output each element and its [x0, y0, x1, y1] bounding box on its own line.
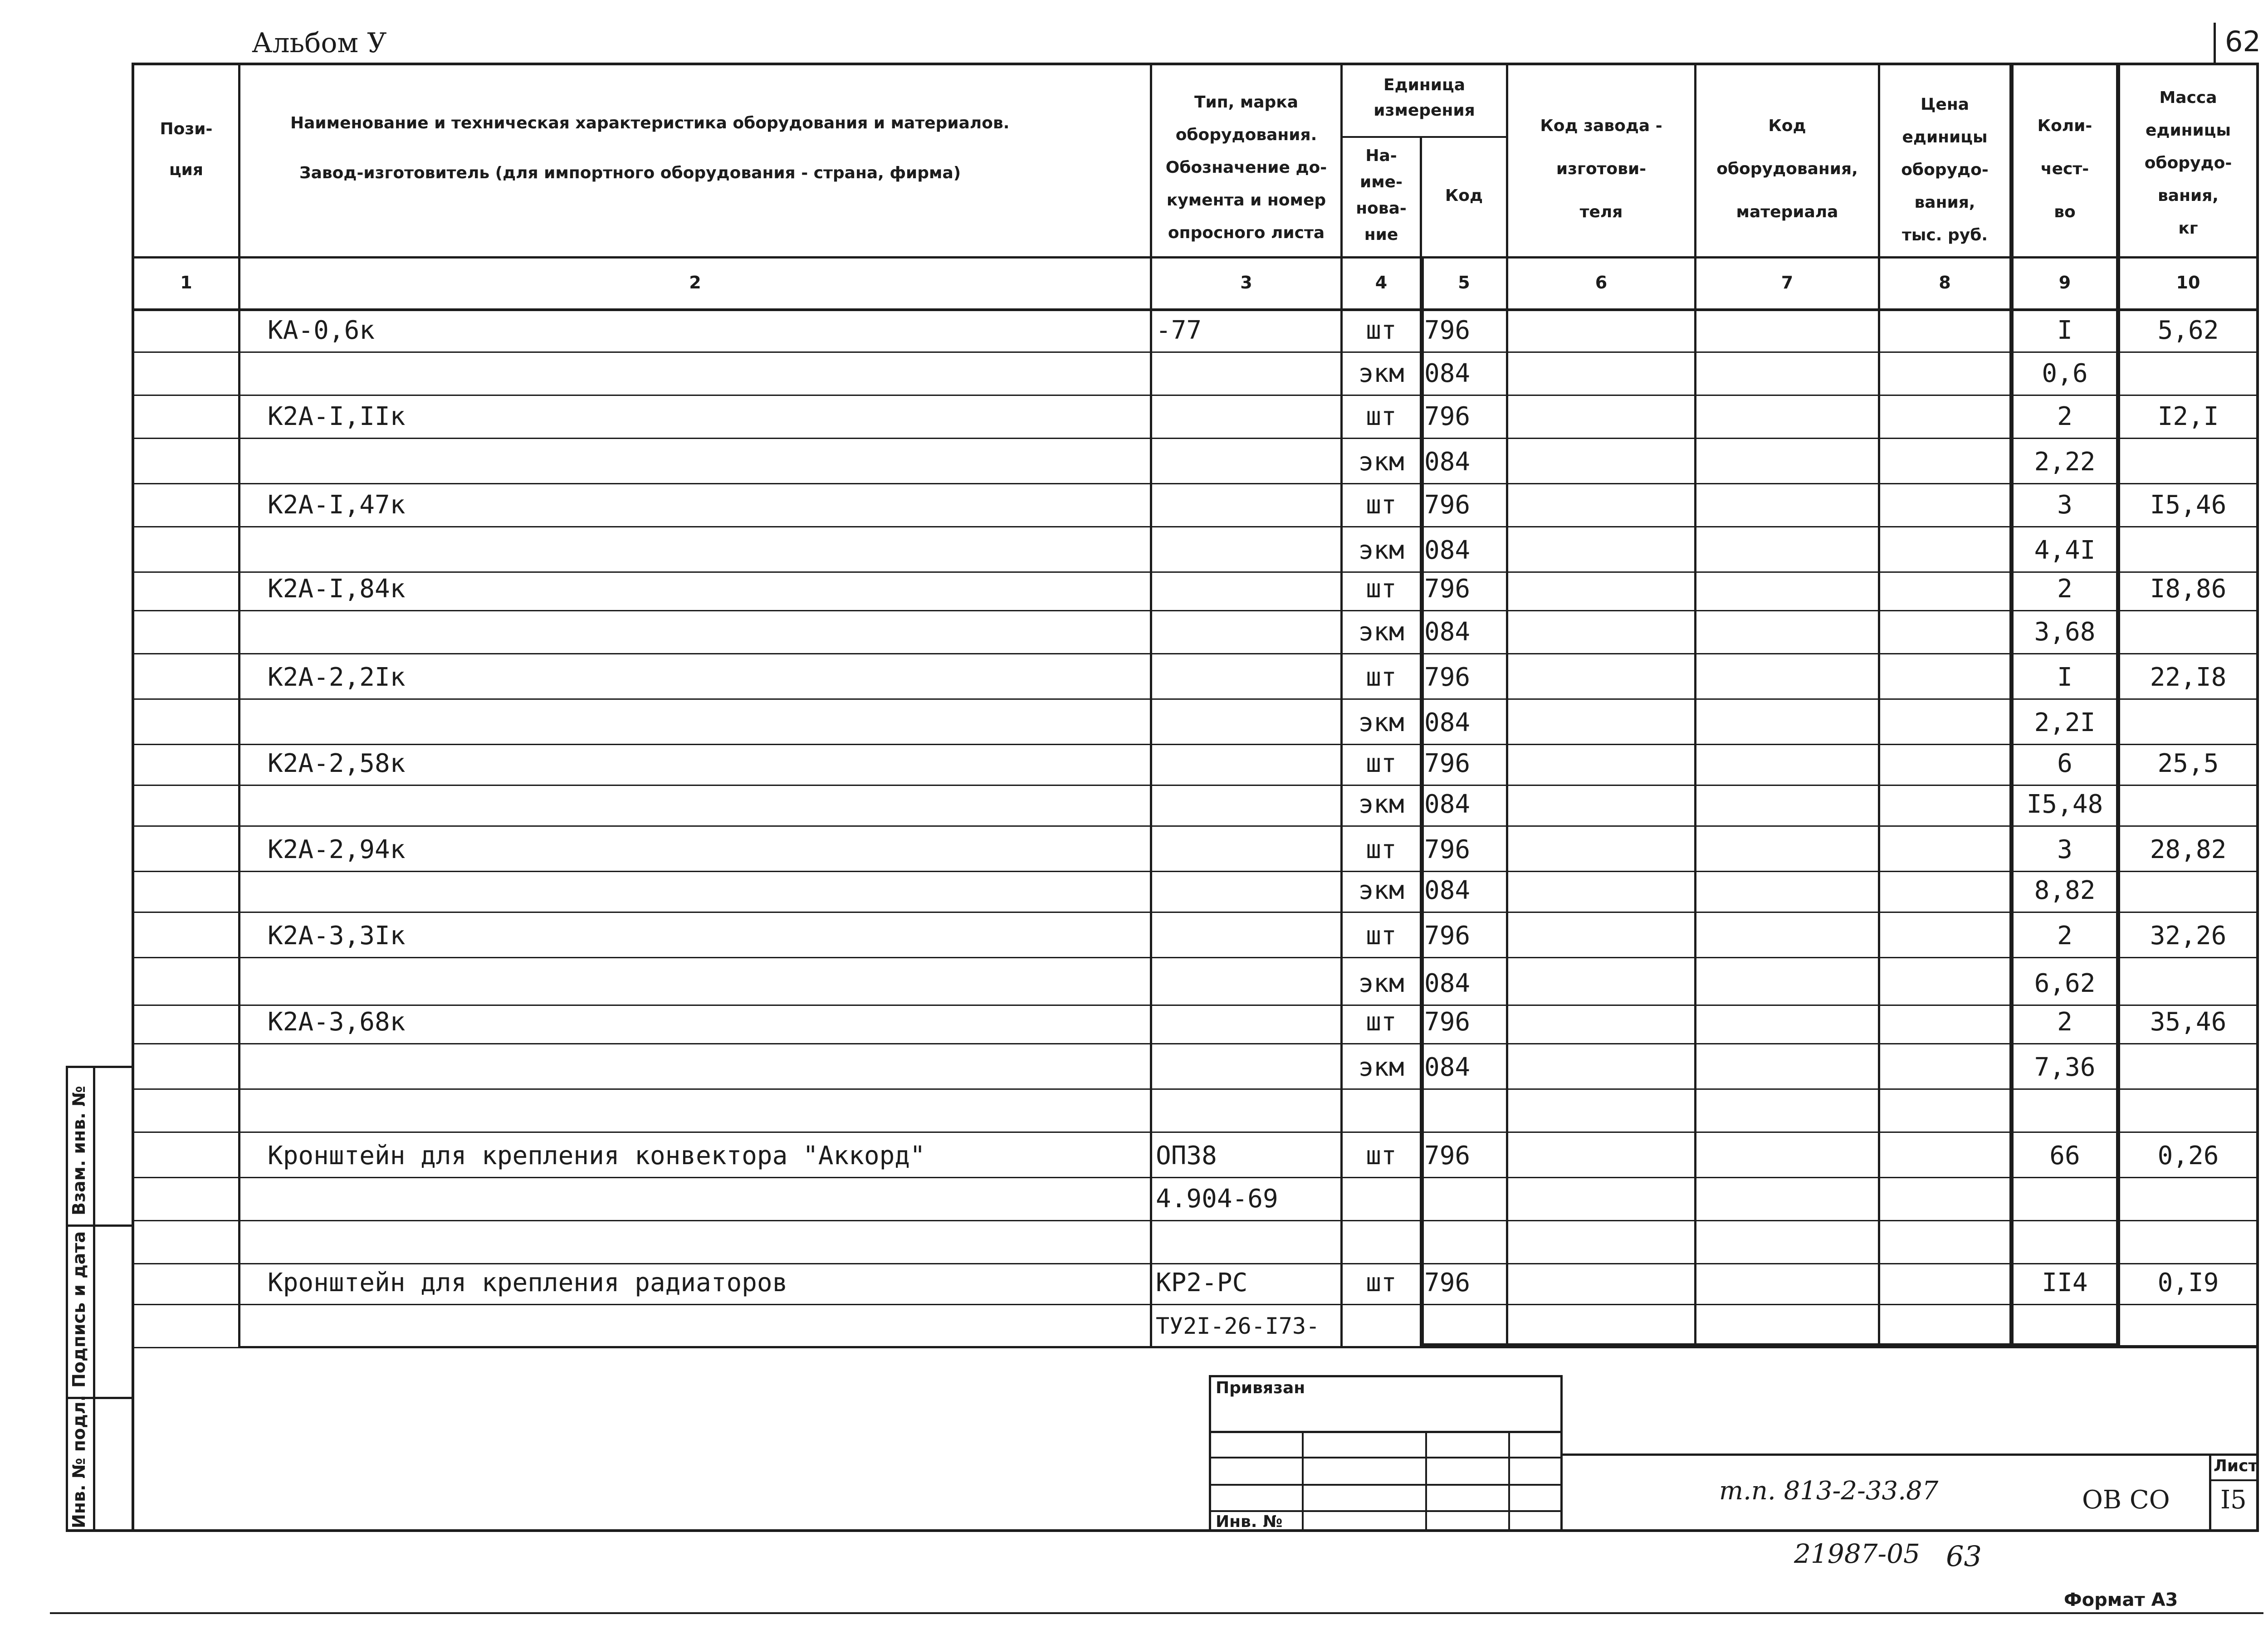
side-label-replacement-inv: Взам. инв. №: [69, 1086, 89, 1215]
table-row-line: [134, 610, 2256, 611]
table-cell-unit: экм: [1358, 447, 1404, 477]
table-cell-unit: шт: [1366, 316, 1397, 345]
stamp-box-left: [1209, 1375, 1211, 1531]
table-cell-qty: 2: [2057, 921, 2072, 951]
colnum-5: 5: [1458, 273, 1470, 293]
header-price: Цена единицы оборудо- вания, тыс. руб.: [1901, 95, 1989, 244]
table-cell-unit: экм: [1358, 1053, 1404, 1082]
table-cell-qty: 2,22: [2034, 447, 2096, 477]
table-row-line: [134, 1304, 2256, 1305]
table-cell-name: К2А-2,58к: [268, 749, 406, 778]
table-cell-type: 4.904-69: [1156, 1184, 1278, 1214]
table-cell-code: 084: [1424, 617, 1471, 647]
table-cell-qty: I: [2057, 316, 2072, 345]
table-cell-mass: 22,I8: [2150, 663, 2227, 692]
table-cell-name: К2А-2,94к: [268, 835, 406, 864]
table-row-line: [134, 1088, 2256, 1090]
stamp-box-col1: [1302, 1431, 1304, 1531]
colnum-bottom-line: [132, 308, 2259, 311]
header-mass: Масса единицы оборудо- вания, кг: [2144, 88, 2232, 238]
table-row-line: [134, 395, 2256, 396]
page-number-divider: [2214, 23, 2216, 63]
stamp-inv-no: Инв. №: [1216, 1512, 1283, 1531]
table-cell-name: К2А-I,84к: [268, 574, 406, 604]
table-cell-code: 796: [1424, 835, 1471, 864]
table-row-line: [134, 483, 2256, 484]
table-cell-qty: II4: [2042, 1268, 2088, 1297]
colnum-8: 8: [1939, 273, 1951, 293]
page-number: 62: [2225, 25, 2261, 58]
colnum-7: 7: [1781, 273, 1794, 293]
side-strip-div1: [66, 1224, 134, 1227]
table-cell-code: 084: [1424, 536, 1471, 565]
stamp-box-col3: [1508, 1431, 1510, 1531]
table-cell-unit: шт: [1366, 921, 1397, 951]
col-divider-6: [1694, 63, 1696, 1348]
section-code: ОВ СО: [2082, 1485, 2170, 1515]
table-cell-qty: 2: [2057, 574, 2072, 604]
stamp-box-right: [1560, 1375, 1563, 1531]
colnum-1: 1: [180, 273, 192, 293]
table-row-line: [134, 1005, 2256, 1006]
table-cell-code: 796: [1424, 574, 1471, 604]
table-cell-unit: экм: [1358, 617, 1404, 647]
album-title: Альбом У: [252, 27, 387, 59]
table-cell-code: 084: [1424, 447, 1471, 477]
table-cell-type: КР2-РС: [1156, 1268, 1248, 1297]
side-label-original-inv: Инв. № подл.: [69, 1395, 89, 1528]
colnum-2: 2: [689, 273, 701, 293]
table-cell-code: 084: [1424, 969, 1471, 998]
frame-bottom: [66, 1529, 2259, 1532]
table-cell-mass: I5,46: [2150, 490, 2227, 520]
table-cell-unit: экм: [1358, 536, 1404, 565]
sheet-number: I5: [2220, 1485, 2247, 1515]
table-cell-qty: 2,2I: [2034, 708, 2096, 737]
table-cell-name: Кронштейн для крепления радиаторов: [268, 1268, 788, 1297]
footer-line: [50, 1612, 2263, 1614]
header-quantity: Коли- чест- во: [2037, 117, 2092, 221]
format-label: Формат А3: [2064, 1590, 2178, 1610]
col-divider-7: [1878, 63, 1880, 1348]
table-row-line: [134, 825, 2256, 827]
table-cell-name: К2А-3,68к: [268, 1007, 406, 1037]
header-position: Пози- ция: [160, 120, 213, 179]
table-cell-qty: 3,68: [2034, 617, 2096, 647]
table-cell-code: 796: [1424, 402, 1471, 431]
table-cell-code: 796: [1424, 1268, 1471, 1297]
header-factory-code: Код завода - изготови- теля: [1540, 117, 1662, 221]
table-cell-unit: шт: [1366, 574, 1397, 604]
table-cell-mass: 0,I9: [2157, 1268, 2219, 1297]
doc-code-handwritten: т.п. 813-2-33.87: [1719, 1476, 1939, 1506]
table-row-line: [134, 653, 2256, 654]
table-cell-type: ОП38: [1156, 1141, 1217, 1171]
table-cell-qty: 6,62: [2034, 969, 2096, 998]
col-divider-9: [2116, 63, 2120, 1348]
table-cell-qty: I5,48: [2026, 790, 2103, 819]
table-row-line: [134, 438, 2256, 439]
frame-top: [132, 63, 2259, 65]
stamp-privyazan: Привязан: [1216, 1379, 1305, 1397]
table-cell-code: 796: [1424, 316, 1471, 345]
table-cell-unit: шт: [1366, 1268, 1397, 1297]
table-cell-unit: шт: [1366, 1007, 1397, 1037]
table-cell-unit: шт: [1366, 663, 1397, 692]
table-cell-name: К2А-I,47к: [268, 490, 406, 520]
table-cell-type: ТУ2I-26-I73-: [1156, 1313, 1320, 1339]
col-divider-1: [238, 63, 240, 1348]
table-cell-qty: 3: [2057, 490, 2072, 520]
table-cell-code: 796: [1424, 749, 1471, 778]
colnum-10: 10: [2176, 273, 2200, 293]
table-cell-qty: 4,4I: [2034, 536, 2096, 565]
table-cell-mass: 0,26: [2157, 1141, 2219, 1171]
title-block-top: [1563, 1454, 2259, 1456]
table-row-line: [134, 912, 2256, 913]
table-cell-qty: 2: [2057, 402, 2072, 431]
header-unit-name: На- име- нова- ние: [1356, 146, 1407, 244]
table-cell-unit: экм: [1358, 359, 1404, 388]
table-row-line: [134, 744, 2256, 745]
col-divider-4b: [1420, 256, 1424, 1348]
table-cell-mass: 32,26: [2150, 921, 2227, 951]
table-cell-code: 796: [1424, 490, 1471, 520]
sheet-box-left: [2209, 1454, 2211, 1531]
table-row-line: [134, 871, 2256, 872]
table-cell-unit: экм: [1358, 708, 1404, 737]
table-cell-unit: шт: [1366, 1141, 1397, 1171]
sheet-label: Лист: [2214, 1457, 2258, 1475]
side-strip-top: [66, 1066, 134, 1068]
header-type: Тип, марка оборудования. Обозначение до- кумента и номер опросного листа: [1165, 93, 1327, 242]
table-cell-name: КА-0,6к: [268, 316, 375, 345]
col-divider-5: [1506, 63, 1508, 1348]
table-row-line: [134, 571, 2256, 573]
table-cell-name: К2А-3,3Iк: [268, 921, 406, 951]
table-row-line: [134, 351, 2256, 353]
table-cell-qty: 2: [2057, 1007, 2072, 1037]
table-cell-code: 796: [1424, 921, 1471, 951]
table-cell-code: 796: [1424, 663, 1471, 692]
table-cell-qty: 3: [2057, 835, 2072, 864]
table-cell-mass: 28,82: [2150, 835, 2227, 864]
header-equipment-code: Код оборудования, материала: [1716, 117, 1858, 221]
colnum-4: 4: [1375, 273, 1388, 293]
table-cell-unit: шт: [1366, 490, 1397, 520]
header-name-line1: Наименование и техническая характеристика оборудования и материалов.: [290, 114, 1010, 132]
table-cell-type: -77: [1156, 316, 1202, 345]
table-cell-mass: 5,62: [2157, 316, 2219, 345]
header-unit-group: Единица измерения: [1374, 76, 1475, 120]
sheet-box-mid: [2209, 1479, 2259, 1481]
table-cell-code: 084: [1424, 876, 1471, 905]
table-cell-mass: 25,5: [2157, 749, 2219, 778]
table-cell-unit: экм: [1358, 876, 1404, 905]
table-cell-name: К2А-I,IIк: [268, 402, 406, 431]
table-cell-code: 796: [1424, 1141, 1471, 1171]
table-cell-unit: шт: [1366, 749, 1397, 778]
table-cell-name: Кронштейн для крепления конвектора "Аккорд": [268, 1141, 925, 1171]
table-cell-code: 084: [1424, 359, 1471, 388]
table-row-line: [134, 1263, 2256, 1264]
header-unit-code: Код: [1445, 186, 1483, 205]
table-row-line: [134, 1177, 2256, 1178]
table-row-line: [134, 526, 2256, 527]
colnum-6: 6: [1595, 273, 1608, 293]
header-name-line2: Завод-изготовитель (для импортного оборудования - страна, фирма): [299, 164, 961, 182]
table-cell-qty: 7,36: [2034, 1053, 2096, 1082]
table-cell-qty: I: [2057, 663, 2072, 692]
handwritten-number: 21987-05: [1794, 1538, 1920, 1569]
col-divider-2: [1150, 63, 1152, 1348]
frame-right: [2256, 63, 2259, 1531]
table-cell-unit: экм: [1358, 969, 1404, 998]
table-cell-qty: 66: [2049, 1141, 2080, 1171]
side-strip-left: [66, 1066, 68, 1531]
table-cell-code: 796: [1424, 1007, 1471, 1037]
handwritten-page: 63: [1946, 1540, 1982, 1573]
unit-group-divider: [1340, 136, 1508, 138]
table-cell-unit: экм: [1358, 790, 1404, 819]
table-cell-code: 084: [1424, 708, 1471, 737]
table-cell-unit: шт: [1366, 835, 1397, 864]
table-row-line: [134, 1220, 2256, 1221]
table-cell-unit: шт: [1366, 402, 1397, 431]
table-row-line: [134, 785, 2256, 786]
table-cell-name: К2А-2,2Iк: [268, 663, 406, 692]
table-cell-qty: 0,6: [2042, 359, 2088, 388]
table-row-line: [134, 698, 2256, 700]
table-cell-mass: I8,86: [2150, 574, 2227, 604]
col-divider-8: [2009, 63, 2014, 1348]
table-cell-qty: 6: [2057, 749, 2072, 778]
side-label-signature-date: Подпись и дата: [69, 1231, 89, 1388]
side-strip-mid: [93, 1066, 95, 1531]
table-cell-code: 084: [1424, 1053, 1471, 1082]
table-cell-mass: 35,46: [2150, 1007, 2227, 1037]
colnum-9: 9: [2058, 273, 2071, 293]
table-row-line: [134, 957, 2256, 958]
table-cell-mass: I2,I: [2157, 402, 2219, 431]
table-cell-code: 084: [1424, 790, 1471, 819]
stamp-box-top: [1209, 1375, 1563, 1377]
colnum-3: 3: [1240, 273, 1252, 293]
table-cell-qty: 8,82: [2034, 876, 2096, 905]
stamp-box-col2: [1425, 1431, 1427, 1531]
table-row-line: [134, 1132, 2256, 1133]
table-row-line: [134, 1043, 2256, 1044]
table-row-line: [134, 1347, 2256, 1348]
